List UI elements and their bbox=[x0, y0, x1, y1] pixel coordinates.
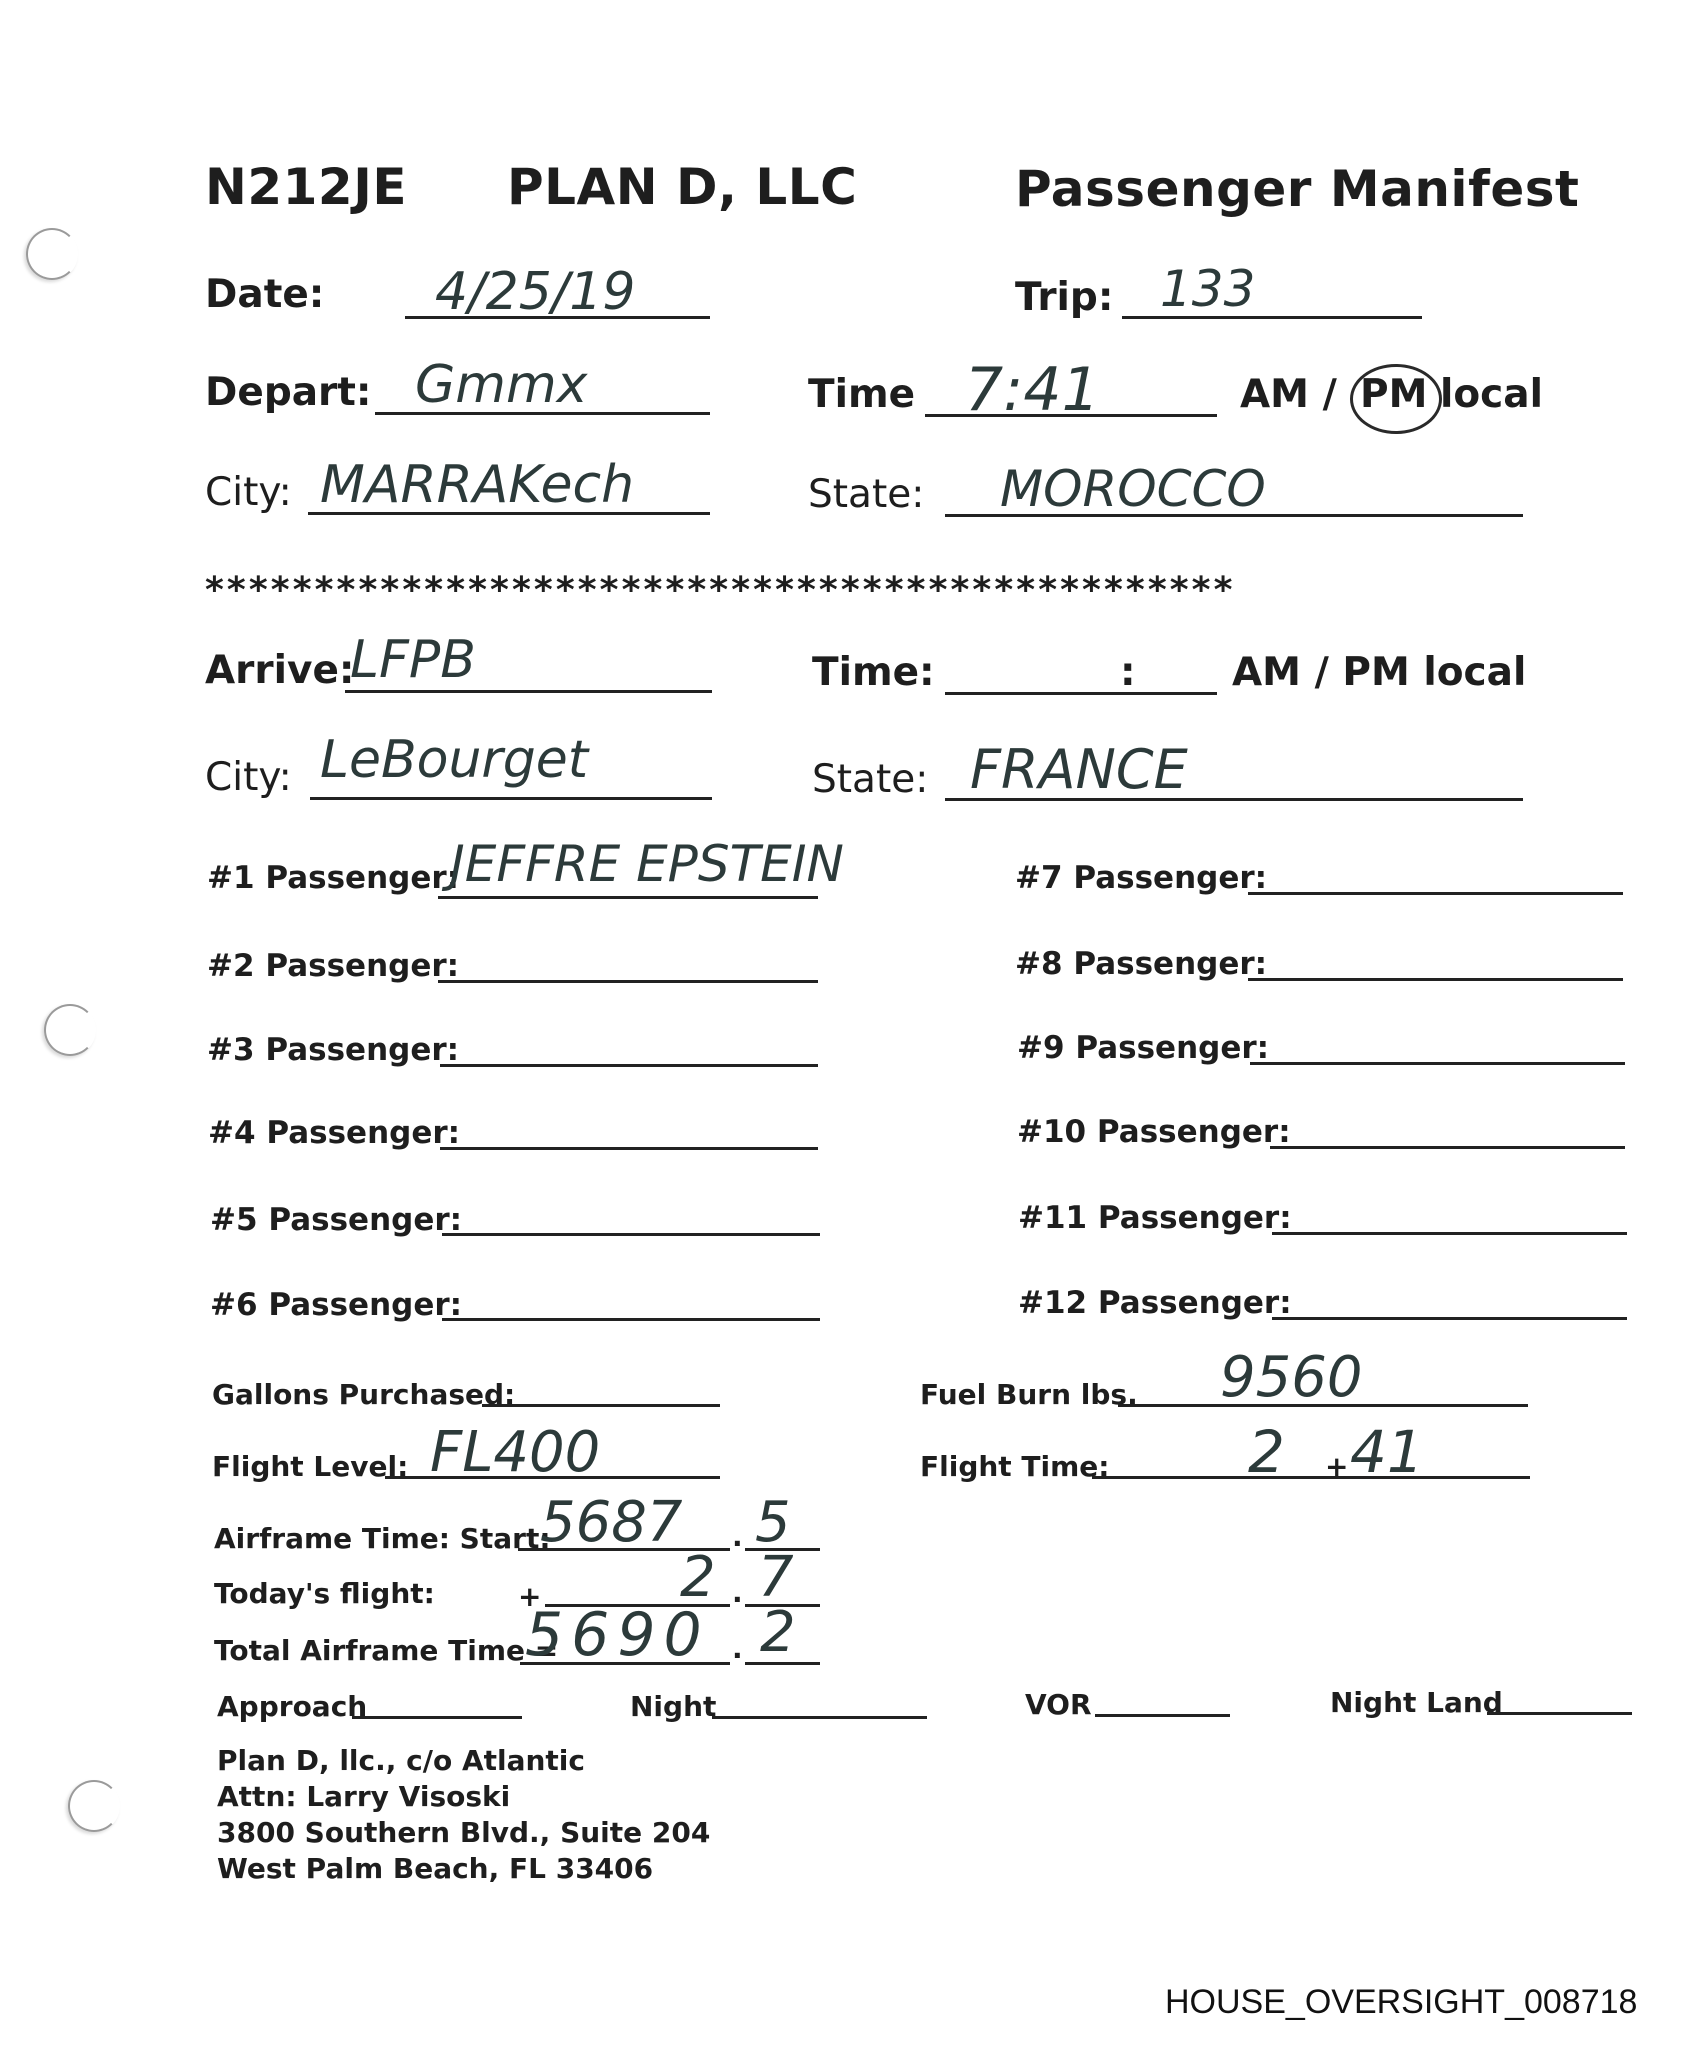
passenger-10-field-line[interactable] bbox=[1270, 1146, 1625, 1149]
passenger-2-field-line[interactable] bbox=[438, 980, 818, 983]
night-label: Night bbox=[630, 1690, 717, 1723]
passenger-8-field-line[interactable] bbox=[1248, 978, 1623, 981]
passenger-10-label: #10 Passenger: bbox=[1017, 1114, 1291, 1150]
depart-city-value: MARRAKech bbox=[320, 455, 635, 515]
gallons-label: Gallons Purchased: bbox=[212, 1378, 516, 1411]
passenger-12-label: #12 Passenger: bbox=[1018, 1285, 1292, 1321]
depart-state-value: MOROCCO bbox=[1000, 460, 1266, 518]
date-label: Date: bbox=[205, 272, 325, 317]
depart-value: Gmmx bbox=[415, 355, 588, 415]
night-land-label: Night Land bbox=[1330, 1686, 1503, 1719]
flight-level-value: FL400 bbox=[430, 1420, 601, 1485]
passenger-4-field-line[interactable] bbox=[440, 1147, 818, 1150]
trip-value: 133 bbox=[1160, 260, 1256, 318]
approach-label: Approach bbox=[217, 1690, 368, 1723]
address-line-2: Attn: Larry Visoski bbox=[217, 1780, 511, 1813]
depart-label: Depart: bbox=[205, 370, 372, 415]
passenger-7-label: #7 Passenger: bbox=[1015, 860, 1268, 896]
airframe-start-whole: 5687 bbox=[540, 1490, 683, 1555]
passenger-6-label: #6 Passenger: bbox=[210, 1287, 463, 1323]
passenger-3-field-line[interactable] bbox=[440, 1064, 818, 1067]
approach-field-line[interactable] bbox=[352, 1716, 522, 1719]
trip-label: Trip: bbox=[1015, 275, 1114, 320]
address-line-3: 3800 Southern Blvd., Suite 204 bbox=[217, 1816, 711, 1849]
address-line-1: Plan D, llc., c/o Atlantic bbox=[217, 1744, 586, 1777]
flight-time-label: Flight Time: bbox=[920, 1450, 1110, 1483]
punch-hole-middle bbox=[44, 1004, 96, 1056]
airframe-start-dot: . bbox=[732, 1520, 743, 1553]
arrive-city-label: City: bbox=[205, 755, 292, 800]
date-value: 4/25/19 bbox=[435, 262, 636, 322]
total-airframe-label: Total Airframe Time = bbox=[214, 1634, 559, 1667]
todays-flight-plus: + bbox=[518, 1580, 542, 1613]
flight-level-label: Flight Level: bbox=[212, 1450, 409, 1483]
arrive-time-label: Time: bbox=[812, 650, 935, 695]
punch-hole-bottom bbox=[68, 1780, 120, 1832]
todays-flight-whole: 2 bbox=[680, 1545, 716, 1610]
night-field-line[interactable] bbox=[712, 1716, 927, 1719]
punch-hole-top bbox=[26, 228, 78, 280]
passenger-1-label: #1 Passenger: bbox=[207, 860, 460, 896]
passenger-1-field-line[interactable] bbox=[438, 896, 818, 899]
depart-state-label: State: bbox=[808, 472, 925, 517]
todays-flight-dot: . bbox=[732, 1576, 743, 1609]
depart-city-label: City: bbox=[205, 470, 292, 515]
passenger-7-field-line[interactable] bbox=[1248, 892, 1623, 895]
section-separator: *********************************************** bbox=[205, 570, 1236, 611]
total-airframe-whole: 5690 bbox=[525, 1600, 710, 1670]
passenger-12-field-line[interactable] bbox=[1272, 1317, 1627, 1320]
gallons-field-line[interactable] bbox=[482, 1404, 720, 1407]
passenger-11-field-line[interactable] bbox=[1272, 1232, 1627, 1235]
depart-time-label: Time bbox=[808, 372, 916, 417]
bates-number: HOUSE_OVERSIGHT_008718 bbox=[1165, 1983, 1638, 2021]
tail-number: N212JE bbox=[205, 158, 407, 216]
arrive-city-field-line[interactable] bbox=[310, 797, 712, 800]
arrive-state-value: FRANCE bbox=[970, 738, 1188, 801]
arrive-label: Arrive: bbox=[205, 648, 355, 693]
flight-time-field-line[interactable] bbox=[1092, 1476, 1530, 1479]
depart-pm-label[interactable]: PM bbox=[1360, 372, 1428, 417]
vor-label: VOR bbox=[1025, 1688, 1092, 1721]
arrive-city-value: LeBourget bbox=[320, 730, 589, 790]
airframe-start-label: Airframe Time: Start: bbox=[214, 1522, 551, 1555]
depart-local-label: local bbox=[1440, 372, 1543, 417]
passenger-1-value: JEFFRE EPSTEIN bbox=[450, 835, 844, 893]
passenger-4-label: #4 Passenger: bbox=[208, 1115, 461, 1151]
night-land-field-line[interactable] bbox=[1487, 1712, 1632, 1715]
passenger-5-field-line[interactable] bbox=[442, 1233, 820, 1236]
passenger-9-field-line[interactable] bbox=[1250, 1062, 1625, 1065]
address-line-4: West Palm Beach, FL 33406 bbox=[217, 1852, 654, 1885]
arrive-ampm-label: AM / PM local bbox=[1232, 650, 1527, 695]
fuel-burn-value: 9560 bbox=[1220, 1345, 1363, 1410]
fuel-burn-label: Fuel Burn lbs. bbox=[920, 1378, 1138, 1411]
passenger-2-label: #2 Passenger: bbox=[207, 948, 460, 984]
depart-am-label: AM / bbox=[1240, 372, 1337, 417]
arrive-time-field-line[interactable] bbox=[945, 692, 1217, 695]
passenger-8-label: #8 Passenger: bbox=[1015, 946, 1268, 982]
passenger-6-field-line[interactable] bbox=[442, 1318, 820, 1321]
form-title: Passenger Manifest bbox=[1015, 160, 1580, 218]
arrive-state-label: State: bbox=[812, 757, 929, 802]
flight-time-plus: + bbox=[1325, 1450, 1349, 1483]
passenger-9-label: #9 Passenger: bbox=[1017, 1030, 1270, 1066]
company-name: PLAN D, LLC bbox=[507, 158, 858, 216]
airframe-start-tenth: 5 bbox=[755, 1490, 791, 1555]
depart-time-value: 7:41 bbox=[965, 355, 1100, 425]
arrive-time-colon: : bbox=[1120, 650, 1136, 695]
passenger-5-label: #5 Passenger: bbox=[210, 1202, 463, 1238]
flight-time-minutes: 41 bbox=[1350, 1418, 1424, 1486]
total-airframe-dot: . bbox=[732, 1632, 743, 1665]
total-airframe-tenth: 2 bbox=[760, 1600, 796, 1665]
arrive-value: LFPB bbox=[350, 630, 476, 690]
passenger-11-label: #11 Passenger: bbox=[1018, 1200, 1292, 1236]
flight-time-hours: 2 bbox=[1248, 1418, 1285, 1486]
todays-flight-label: Today's flight: bbox=[214, 1577, 435, 1610]
vor-field-line[interactable] bbox=[1095, 1714, 1230, 1717]
todays-flight-tenth: 7 bbox=[758, 1545, 794, 1610]
arrive-field-line[interactable] bbox=[345, 690, 712, 693]
passenger-3-label: #3 Passenger: bbox=[207, 1032, 460, 1068]
